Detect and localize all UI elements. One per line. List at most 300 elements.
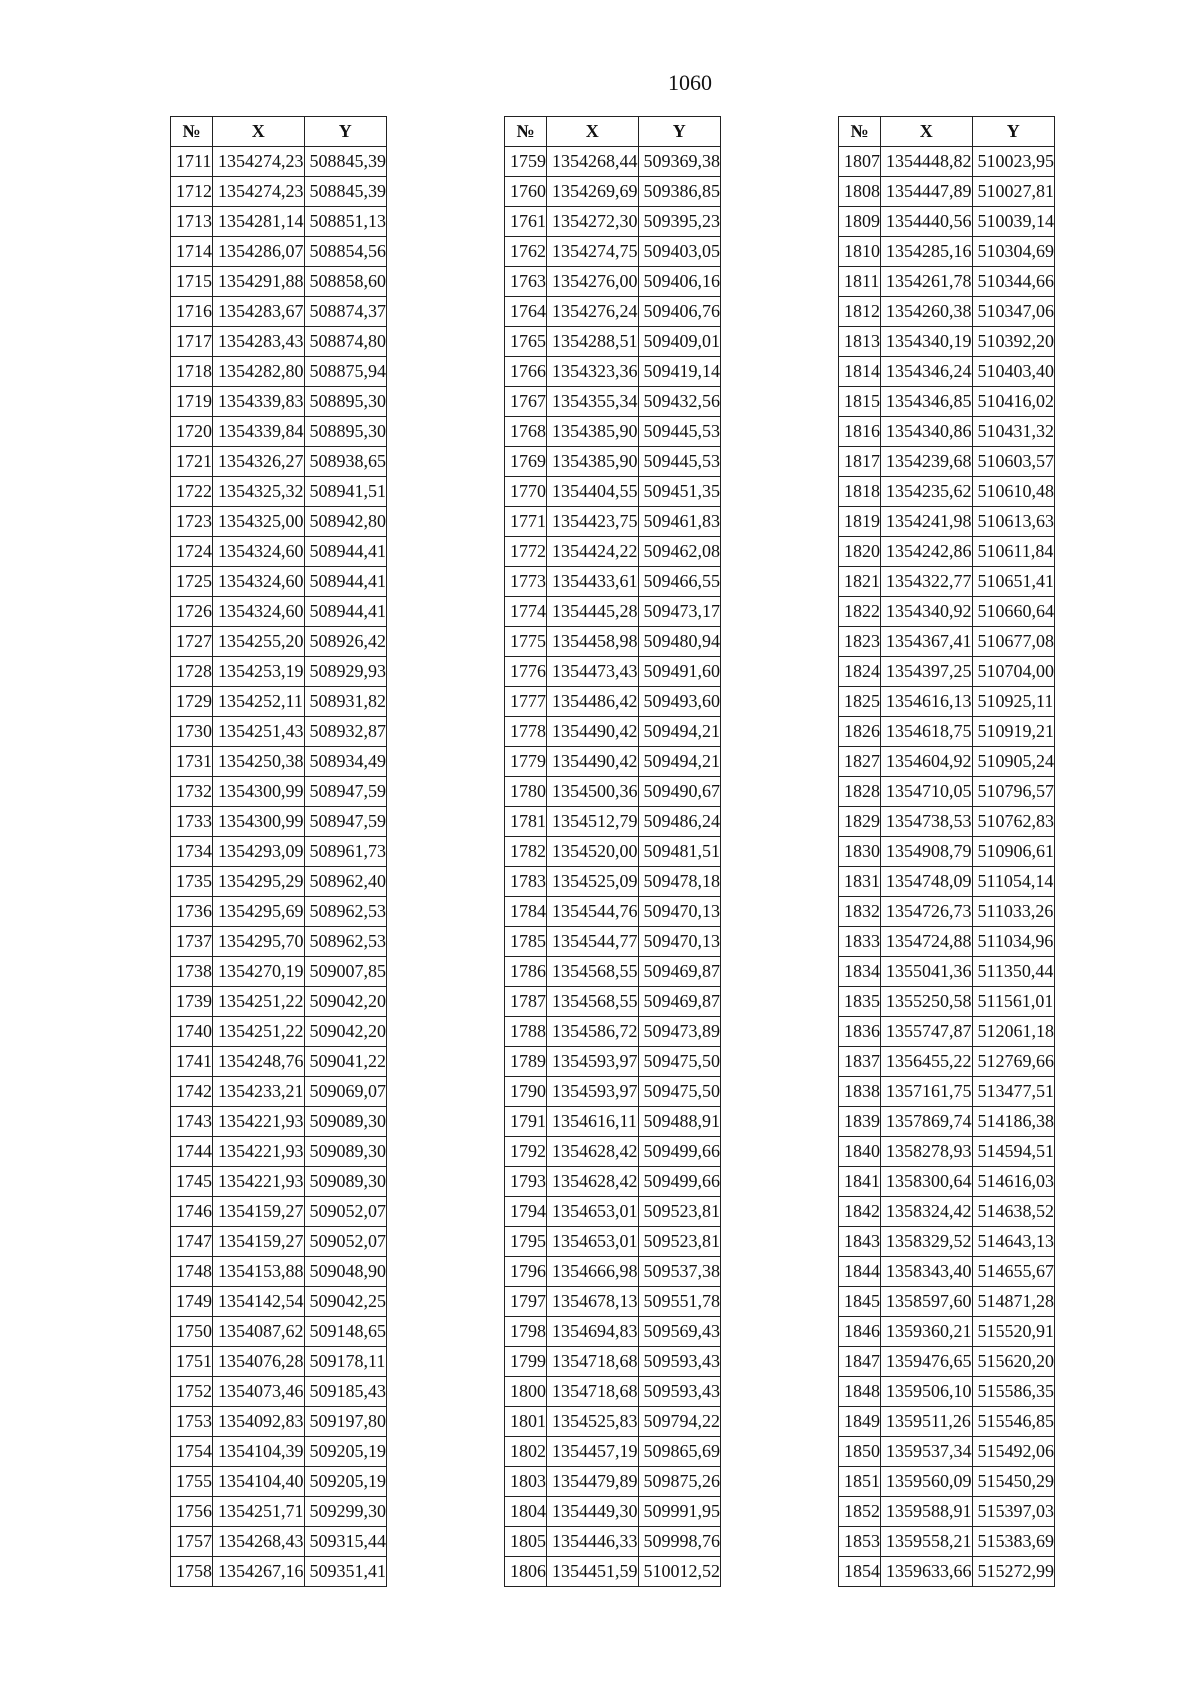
table-row	[505, 627, 721, 657]
table-row	[505, 1317, 721, 1347]
table-row	[839, 807, 1055, 837]
cell-number: 1849	[839, 1407, 881, 1437]
cell-x: 1359537,34	[881, 1437, 973, 1467]
cell-x: 1355747,87	[881, 1017, 973, 1047]
cell-y: 514655,67	[972, 1257, 1055, 1287]
cell-y: 509197,80	[304, 1407, 387, 1437]
cell-number: 1788	[505, 1017, 547, 1047]
cell-y: 509523,81	[638, 1197, 721, 1227]
cell-number: 1796	[505, 1257, 547, 1287]
table-row	[171, 687, 387, 717]
table-row	[171, 1257, 387, 1287]
cell-number: 1780	[505, 777, 547, 807]
table-row	[171, 237, 387, 267]
table-row	[171, 1437, 387, 1467]
cell-y: 508931,82	[304, 687, 387, 717]
table-row	[839, 627, 1055, 657]
cell-y: 510906,61	[972, 837, 1055, 867]
cell-y: 509419,14	[638, 357, 721, 387]
cell-y: 511034,96	[972, 927, 1055, 957]
cell-y: 509406,16	[638, 267, 721, 297]
cell-y: 508961,73	[304, 837, 387, 867]
table-row	[839, 447, 1055, 477]
cell-x: 1354153,88	[213, 1257, 305, 1287]
table-row	[505, 1497, 721, 1527]
cell-x: 1354260,38	[881, 297, 973, 327]
cell-y: 508944,41	[304, 567, 387, 597]
cell-number: 1794	[505, 1197, 547, 1227]
table-row	[505, 357, 721, 387]
cell-number: 1850	[839, 1437, 881, 1467]
cell-number: 1810	[839, 237, 881, 267]
cell-number: 1835	[839, 987, 881, 1017]
cell-number: 1843	[839, 1227, 881, 1257]
cell-x: 1358329,52	[881, 1227, 973, 1257]
cell-y: 509041,22	[304, 1047, 387, 1077]
table-row	[839, 537, 1055, 567]
cell-x: 1354288,51	[547, 327, 639, 357]
cell-x: 1354666,98	[547, 1257, 639, 1287]
cell-number: 1717	[171, 327, 213, 357]
table-row	[839, 1257, 1055, 1287]
cell-number: 1820	[839, 537, 881, 567]
cell-y: 509473,17	[638, 597, 721, 627]
table-row	[839, 687, 1055, 717]
cell-x: 1354286,07	[213, 237, 305, 267]
cell-x: 1354300,99	[213, 777, 305, 807]
cell-y: 512061,18	[972, 1017, 1055, 1047]
cell-x: 1358300,64	[881, 1167, 973, 1197]
cell-y: 508947,59	[304, 807, 387, 837]
cell-y: 509991,95	[638, 1497, 721, 1527]
cell-x: 1354159,27	[213, 1197, 305, 1227]
cell-y: 509494,21	[638, 717, 721, 747]
cell-x: 1354282,80	[213, 357, 305, 387]
cell-y: 509445,53	[638, 447, 721, 477]
cell-x: 1354718,68	[547, 1377, 639, 1407]
cell-y: 508934,49	[304, 747, 387, 777]
cell-number: 1730	[171, 717, 213, 747]
cell-number: 1776	[505, 657, 547, 687]
table-header-row	[171, 117, 387, 147]
cell-y: 509466,55	[638, 567, 721, 597]
cell-y: 510651,41	[972, 567, 1055, 597]
cell-number: 1720	[171, 417, 213, 447]
cell-y: 509185,43	[304, 1377, 387, 1407]
cell-x: 1354346,24	[881, 357, 973, 387]
cell-x: 1354433,61	[547, 567, 639, 597]
cell-number: 1772	[505, 537, 547, 567]
cell-number: 1733	[171, 807, 213, 837]
cell-number: 1814	[839, 357, 881, 387]
cell-y: 510344,66	[972, 267, 1055, 297]
cell-number: 1712	[171, 177, 213, 207]
cell-y: 510403,40	[972, 357, 1055, 387]
table-row	[171, 1017, 387, 1047]
table-row	[505, 597, 721, 627]
cell-number: 1797	[505, 1287, 547, 1317]
cell-x: 1354324,60	[213, 537, 305, 567]
cell-y: 509148,65	[304, 1317, 387, 1347]
cell-x: 1354440,56	[881, 207, 973, 237]
cell-x: 1354325,32	[213, 477, 305, 507]
cell-number: 1729	[171, 687, 213, 717]
cell-x: 1354104,39	[213, 1437, 305, 1467]
cell-x: 1354325,00	[213, 507, 305, 537]
cell-number: 1800	[505, 1377, 547, 1407]
cell-y: 509395,23	[638, 207, 721, 237]
cell-y: 509593,43	[638, 1347, 721, 1377]
table-row	[505, 1527, 721, 1557]
table-row	[839, 297, 1055, 327]
table-row	[839, 477, 1055, 507]
cell-number: 1734	[171, 837, 213, 867]
cell-number: 1807	[839, 147, 881, 177]
cell-number: 1841	[839, 1167, 881, 1197]
table-row	[505, 237, 721, 267]
cell-x: 1354291,88	[213, 267, 305, 297]
cell-x: 1354340,92	[881, 597, 973, 627]
cell-y: 510347,06	[972, 297, 1055, 327]
cell-y: 514638,52	[972, 1197, 1055, 1227]
cell-x: 1354653,01	[547, 1197, 639, 1227]
table-row	[839, 1347, 1055, 1377]
cell-number: 1848	[839, 1377, 881, 1407]
cell-x: 1354283,67	[213, 297, 305, 327]
table-row	[505, 1467, 721, 1497]
cell-y: 510431,32	[972, 417, 1055, 447]
table-row	[839, 597, 1055, 627]
table-row	[505, 987, 721, 1017]
table-header-row	[839, 117, 1055, 147]
cell-number: 1791	[505, 1107, 547, 1137]
table-row	[171, 1467, 387, 1497]
cell-y: 509794,22	[638, 1407, 721, 1437]
header-x: X	[213, 117, 305, 147]
cell-number: 1818	[839, 477, 881, 507]
cell-y: 509469,87	[638, 957, 721, 987]
table-row	[505, 1137, 721, 1167]
table-row	[171, 1527, 387, 1557]
cell-y: 509369,38	[638, 147, 721, 177]
cell-number: 1781	[505, 807, 547, 837]
cell-x: 1354293,09	[213, 837, 305, 867]
cell-x: 1354490,42	[547, 747, 639, 777]
table-row	[171, 897, 387, 927]
cell-y: 508944,41	[304, 597, 387, 627]
table-row	[171, 747, 387, 777]
cell-x: 1354252,11	[213, 687, 305, 717]
cell-y: 509486,24	[638, 807, 721, 837]
table-row	[171, 147, 387, 177]
table-row	[505, 657, 721, 687]
cell-number: 1732	[171, 777, 213, 807]
cell-x: 1359560,09	[881, 1467, 973, 1497]
cell-y: 510603,57	[972, 447, 1055, 477]
table-row	[171, 867, 387, 897]
cell-number: 1770	[505, 477, 547, 507]
cell-y: 515546,85	[972, 1407, 1055, 1437]
cell-y: 511561,01	[972, 987, 1055, 1017]
cell-x: 1354748,09	[881, 867, 973, 897]
cell-number: 1811	[839, 267, 881, 297]
cell-y: 509007,85	[304, 957, 387, 987]
cell-y: 510677,08	[972, 627, 1055, 657]
cell-x: 1354404,55	[547, 477, 639, 507]
table-row	[839, 327, 1055, 357]
cell-y: 510925,11	[972, 687, 1055, 717]
coordinate-table-1	[170, 116, 387, 1587]
cell-number: 1725	[171, 567, 213, 597]
cell-y: 514186,38	[972, 1107, 1055, 1137]
cell-x: 1354616,11	[547, 1107, 639, 1137]
table-row	[505, 1287, 721, 1317]
cell-x: 1354568,55	[547, 957, 639, 987]
cell-x: 1354544,77	[547, 927, 639, 957]
table-row	[839, 1227, 1055, 1257]
cell-number: 1757	[171, 1527, 213, 1557]
table-row	[839, 1527, 1055, 1557]
table-row	[505, 1407, 721, 1437]
cell-number: 1749	[171, 1287, 213, 1317]
cell-y: 509875,26	[638, 1467, 721, 1497]
cell-x: 1354295,69	[213, 897, 305, 927]
table-row	[505, 1437, 721, 1467]
table-row	[171, 327, 387, 357]
cell-x: 1354251,22	[213, 987, 305, 1017]
cell-x: 1354486,42	[547, 687, 639, 717]
cell-x: 1354251,43	[213, 717, 305, 747]
cell-y: 508941,51	[304, 477, 387, 507]
cell-number: 1741	[171, 1047, 213, 1077]
cell-x: 1354628,42	[547, 1167, 639, 1197]
cell-number: 1786	[505, 957, 547, 987]
table-row	[505, 927, 721, 957]
cell-x: 1354628,42	[547, 1137, 639, 1167]
table-row	[171, 1197, 387, 1227]
cell-x: 1354447,89	[881, 177, 973, 207]
cell-number: 1711	[171, 147, 213, 177]
cell-x: 1354300,99	[213, 807, 305, 837]
table-row	[839, 1497, 1055, 1527]
cell-number: 1769	[505, 447, 547, 477]
cell-x: 1354525,83	[547, 1407, 639, 1437]
cell-y: 509052,07	[304, 1227, 387, 1257]
table-row	[171, 987, 387, 1017]
cell-y: 508942,80	[304, 507, 387, 537]
cell-number: 1809	[839, 207, 881, 237]
cell-y: 509089,30	[304, 1107, 387, 1137]
cell-x: 1354276,00	[547, 267, 639, 297]
cell-x: 1354385,90	[547, 417, 639, 447]
table-row	[171, 1377, 387, 1407]
cell-y: 509089,30	[304, 1167, 387, 1197]
cell-x: 1354451,59	[547, 1557, 639, 1587]
cell-x: 1354076,28	[213, 1347, 305, 1377]
table-row	[839, 567, 1055, 597]
cell-x: 1355250,58	[881, 987, 973, 1017]
cell-x: 1354724,88	[881, 927, 973, 957]
cell-number: 1827	[839, 747, 881, 777]
cell-number: 1748	[171, 1257, 213, 1287]
cell-y: 515492,06	[972, 1437, 1055, 1467]
table-row	[505, 957, 721, 987]
cell-x: 1358278,93	[881, 1137, 973, 1167]
cell-y: 509299,30	[304, 1497, 387, 1527]
cell-number: 1782	[505, 837, 547, 867]
cell-x: 1354908,79	[881, 837, 973, 867]
cell-number: 1773	[505, 567, 547, 597]
cell-y: 510796,57	[972, 777, 1055, 807]
cell-number: 1834	[839, 957, 881, 987]
cell-y: 509089,30	[304, 1137, 387, 1167]
cell-y: 511350,44	[972, 957, 1055, 987]
cell-x: 1354276,24	[547, 297, 639, 327]
cell-y: 514643,13	[972, 1227, 1055, 1257]
table-row	[839, 207, 1055, 237]
cell-x: 1354694,83	[547, 1317, 639, 1347]
cell-x: 1356455,22	[881, 1047, 973, 1077]
table-row	[171, 177, 387, 207]
cell-number: 1828	[839, 777, 881, 807]
cell-x: 1354104,40	[213, 1467, 305, 1497]
cell-number: 1751	[171, 1347, 213, 1377]
cell-number: 1783	[505, 867, 547, 897]
cell-y: 509475,50	[638, 1077, 721, 1107]
cell-y: 509386,85	[638, 177, 721, 207]
cell-x: 1354323,36	[547, 357, 639, 387]
table-row	[171, 1497, 387, 1527]
cell-x: 1359506,10	[881, 1377, 973, 1407]
cell-number: 1736	[171, 897, 213, 927]
cell-y: 508851,13	[304, 207, 387, 237]
cell-x: 1354355,34	[547, 387, 639, 417]
cell-number: 1836	[839, 1017, 881, 1047]
cell-y: 509491,60	[638, 657, 721, 687]
cell-y: 509052,07	[304, 1197, 387, 1227]
cell-x: 1354423,75	[547, 507, 639, 537]
table-row	[505, 687, 721, 717]
cell-x: 1354586,72	[547, 1017, 639, 1047]
cell-number: 1829	[839, 807, 881, 837]
cell-y: 508962,40	[304, 867, 387, 897]
cell-y: 508938,65	[304, 447, 387, 477]
cell-x: 1354500,36	[547, 777, 639, 807]
header-x: X	[881, 117, 973, 147]
cell-y: 508962,53	[304, 927, 387, 957]
cell-y: 509593,43	[638, 1377, 721, 1407]
cell-y: 509461,83	[638, 507, 721, 537]
table-row	[171, 387, 387, 417]
table-row	[171, 297, 387, 327]
cell-number: 1851	[839, 1467, 881, 1497]
cell-x: 1354233,21	[213, 1077, 305, 1107]
cell-number: 1844	[839, 1257, 881, 1287]
cell-x: 1354285,16	[881, 237, 973, 267]
cell-y: 510660,64	[972, 597, 1055, 627]
cell-x: 1354322,77	[881, 567, 973, 597]
cell-y: 509042,20	[304, 1017, 387, 1047]
cell-number: 1727	[171, 627, 213, 657]
cell-y: 508874,37	[304, 297, 387, 327]
table-header-row	[505, 117, 721, 147]
cell-y: 510905,24	[972, 747, 1055, 777]
cell-number: 1790	[505, 1077, 547, 1107]
cell-number: 1846	[839, 1317, 881, 1347]
table-row	[505, 297, 721, 327]
cell-x: 1359511,26	[881, 1407, 973, 1437]
cell-y: 508895,30	[304, 387, 387, 417]
cell-x: 1354448,82	[881, 147, 973, 177]
table-row	[839, 1467, 1055, 1497]
cell-y: 515383,69	[972, 1527, 1055, 1557]
cell-number: 1812	[839, 297, 881, 327]
cell-y: 510610,48	[972, 477, 1055, 507]
cell-number: 1801	[505, 1407, 547, 1437]
cell-number: 1775	[505, 627, 547, 657]
cell-y: 509048,90	[304, 1257, 387, 1287]
cell-y: 509499,66	[638, 1167, 721, 1197]
cell-y: 509998,76	[638, 1527, 721, 1557]
cell-x: 1354221,93	[213, 1107, 305, 1137]
table-row	[505, 897, 721, 927]
table-row	[839, 1317, 1055, 1347]
cell-x: 1354248,76	[213, 1047, 305, 1077]
cell-number: 1715	[171, 267, 213, 297]
cell-y: 510012,52	[638, 1557, 721, 1587]
table-row	[171, 717, 387, 747]
table-row	[839, 417, 1055, 447]
cell-number: 1826	[839, 717, 881, 747]
table-row	[839, 1407, 1055, 1437]
cell-y: 508845,39	[304, 177, 387, 207]
cell-x: 1354253,19	[213, 657, 305, 687]
cell-y: 515397,03	[972, 1497, 1055, 1527]
cell-x: 1354326,27	[213, 447, 305, 477]
header-x: X	[547, 117, 639, 147]
cell-y: 514616,03	[972, 1167, 1055, 1197]
table-row	[171, 807, 387, 837]
cell-y: 509178,11	[304, 1347, 387, 1377]
table-row	[505, 567, 721, 597]
table-row	[505, 147, 721, 177]
table-row	[171, 1227, 387, 1257]
cell-y: 510762,83	[972, 807, 1055, 837]
cell-x: 1354653,01	[547, 1227, 639, 1257]
cell-y: 509481,51	[638, 837, 721, 867]
cell-y: 512769,66	[972, 1047, 1055, 1077]
cell-number: 1832	[839, 897, 881, 927]
cell-x: 1354272,30	[547, 207, 639, 237]
table-row	[171, 1557, 387, 1587]
cell-number: 1763	[505, 267, 547, 297]
cell-number: 1815	[839, 387, 881, 417]
cell-x: 1354251,22	[213, 1017, 305, 1047]
table-row	[839, 987, 1055, 1017]
table-row	[171, 1317, 387, 1347]
cell-x: 1354593,97	[547, 1077, 639, 1107]
cell-x: 1354268,44	[547, 147, 639, 177]
table-row	[171, 567, 387, 597]
cell-number: 1831	[839, 867, 881, 897]
cell-x: 1354269,69	[547, 177, 639, 207]
cell-x: 1354235,62	[881, 477, 973, 507]
cell-number: 1768	[505, 417, 547, 447]
table-row	[505, 1077, 721, 1107]
cell-number: 1755	[171, 1467, 213, 1497]
cell-number: 1813	[839, 327, 881, 357]
table-row	[171, 1047, 387, 1077]
